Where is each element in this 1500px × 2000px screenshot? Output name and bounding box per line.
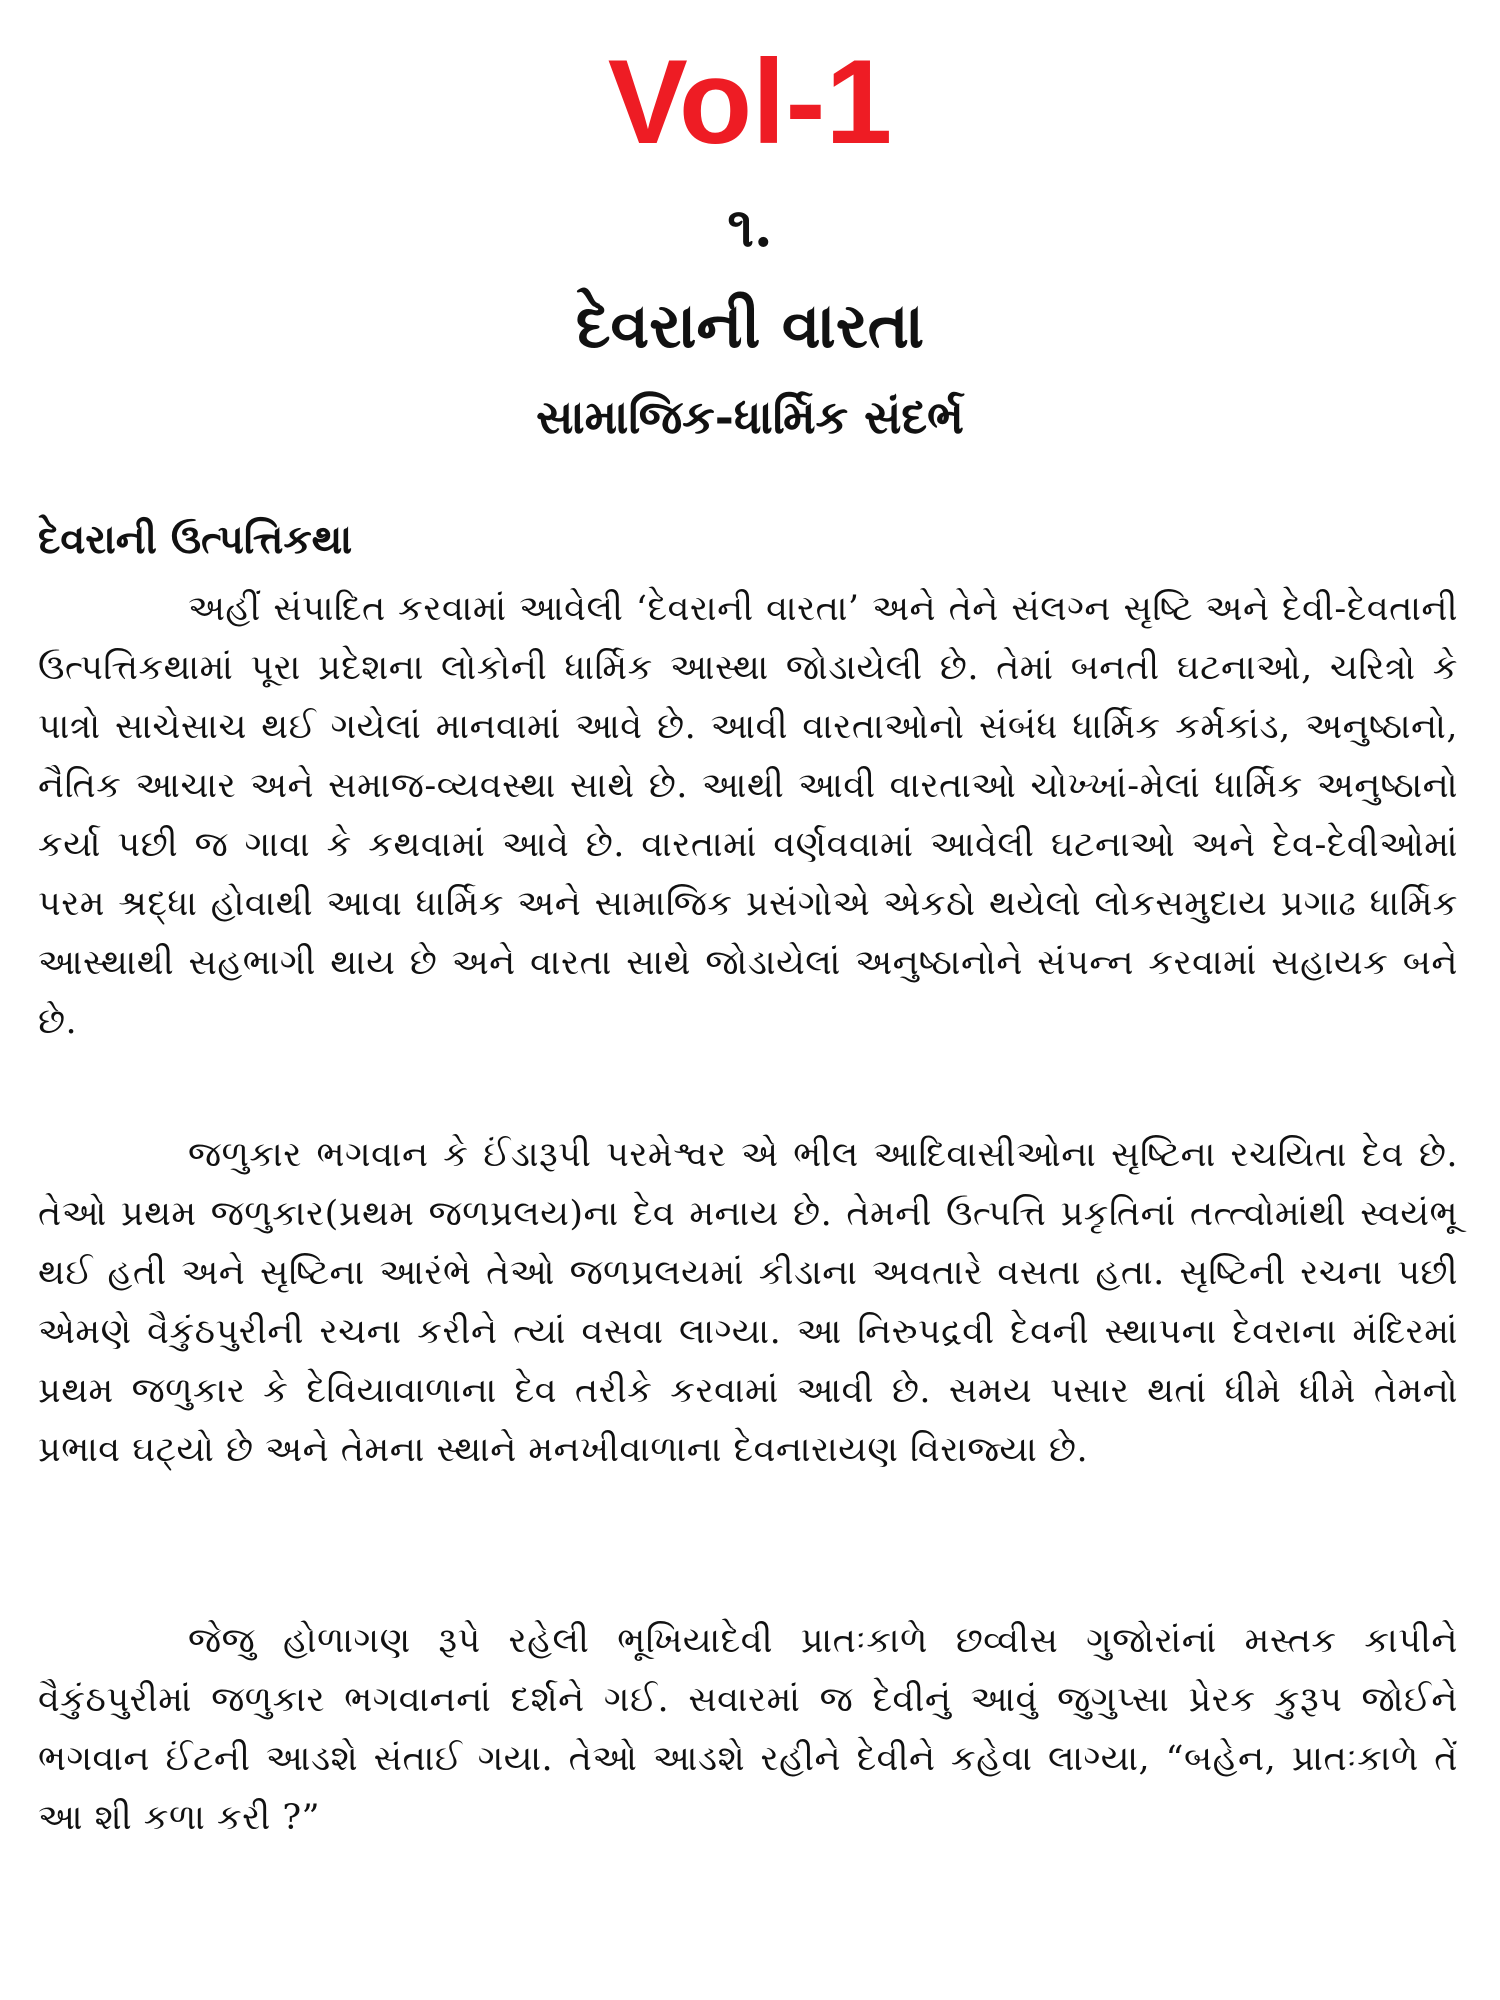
chapter-number: ૧. [727,195,773,259]
paragraph-2-text: જળુકાર ભગવાન કે ઈંડારૂપી પરમેશ્વર એ ભીલ આદિવાસીઓના સૃષ્ટિના રચયિતા દેવ છે. તેઓ પ્રથમ જળુકાર(પ્રથમ જળપ્રલય)ના દેવ મનાય છે. તેમની ઉત્પત્તિ પ્રકૃતિનાં તત્ત્વોમાંથી સ્વયંભૂ થઈ હતી અને સૃષ્ટિના આરંભે તેઓ જળપ્રલયમાં કીડાના અવતારે વસતા હતા. સૃષ્ટિની રચના પછી એમણે વૈકુંઠપુરીની રચના કરીને ત્યાં વસવા લાગ્યા. આ નિરુપદ્રવી દેવની સ્થાપના દેવરાના મંદિરમાં પ્રથમ જળુકાર કે દેવિયાવાળાના દેવ તરીકે કરવામાં આવી છે. સમય પસાર થતાં ધીમે ધીમે તેમનો પ્રભાવ ઘટ્યો છે અને તેમના સ્થાને મનખીવાળાના દેવનારાયણ વિરાજ્યા છે. [38,1135,1458,1470]
paragraph-3 [38,1612,1458,1848]
paragraph-2 [38,1126,1458,1480]
section-heading: દેવરાની ઉત્પત્તિકથા [38,516,353,563]
chapter-title: દેવરાની વારતા [575,289,925,362]
chapter-subtitle: સામાજિક-ધાર્મિક સંદર્ભ [536,390,964,444]
paragraph-1 [38,580,1458,1052]
paragraph-1-text: અહીં સંપાદિત કરવામાં આવેલી ‘દેવરાની વારતા’ અને તેને સંલગ્ન સૃષ્ટિ અને દેવી-દેવતાની ઉત્પત્તિકથામાં પૂરા પ્રદેશના લોકોની ધાર્મિક આસ્થા જોડાયેલી છે. તેમાં બનતી ઘટનાઓ, ચરિત્રો કે પાત્રો સાચેસાચ થઈ ગયેલાં માનવામાં આવે છે. આવી વારતાઓનો સંબંધ ધાર્મિક કર્મકાંડ, અનુષ્ઠાનો, નૈતિક આચાર અને સમાજ-વ્યવસ્થા સાથે છે. આથી આવી વારતાઓ ચોખ્ખાં-મેલાં ધાર્મિક અનુષ્ઠાનો કર્યા પછી જ ગાવા કે કથવામાં આવે છે. વારતામાં વર્ણવવામાં આવેલી ઘટનાઓ અને દેવ-દેવીઓમાં પરમ શ્રદ્ધા હોવાથી આવા ધાર્મિક અને સામાજિક પ્રસંગોએ એકઠો થયેલો લોકસમુદાય પ્રગાઢ ધાર્મિક આસ્થાથી સહભાગી થાય છે અને વારતા સાથે જોડાયેલાં અનુષ્ઠાનોને સંપન્ન કરવામાં સહાયક બને છે. [38,589,1458,1042]
volume-label: Vol-1 [607,35,893,169]
paragraph-3-text: જેજુ હોળાગણ રૂપે રહેલી ભૂખિયાદેવી પ્રાતઃકાળે છવ્વીસ ગુજોરાંનાં મસ્તક કાપીને વૈકુંઠપુરીમાં જળુકાર ભગવાનનાં દર્શને ગઈ. સવારમાં જ દેવીનું આવું જુગુપ્સા પ્રેરક કુરૂપ જોઈને ભગવાન ઈંટની આડશે સંતાઈ ગયા. તેઓ આડશે રહીને દેવીને કહેવા લાગ્યા, “બહેન, પ્રાતઃકાળે તેં આ શી કળા કરી ?” [38,1621,1458,1838]
